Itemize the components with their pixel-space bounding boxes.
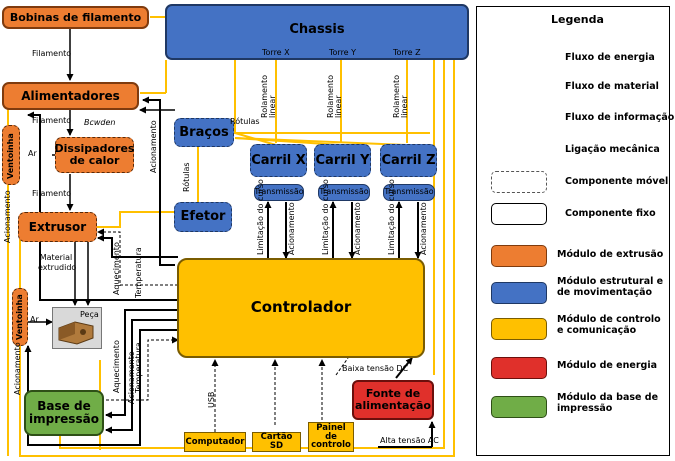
label-rolamento-y: Rolamento linear [326,74,343,118]
label-acionamento-vent2: Acionamento [13,342,22,395]
label-limitacao-x: Limitação do curso [256,179,265,255]
node-transmissao-x-label: Transmissão [254,187,304,197]
node-controlador [177,258,425,358]
node-chassis-label: Chassis [289,22,345,37]
label-aquecimento-1: Aquecimento [112,242,121,295]
legend-title: Legenda [551,13,604,26]
node-dissipadores [55,137,134,173]
node-painel [308,422,354,452]
node-peca-label: Peça [80,310,99,319]
label-ar-2: Ar [30,315,39,324]
node-computador [184,432,246,452]
label-limitacao-y: Limitação do curso [321,179,330,255]
legend-label-5: Componente fixo [565,208,656,219]
node-base [24,390,104,436]
label-limitacao-z: Limitação do curso [387,179,396,255]
node-cartao-label: Cartão SD [260,432,293,451]
label-acionamento-z: Acionamento [419,202,428,255]
legend-label-8: Módulo de controlo e comunicação [557,314,661,336]
legend-label-7: Módulo estrutural e de movimentação [557,276,664,298]
label-rolamento-x: Rolamento linear [260,74,277,118]
label-baixa-tensao: Baixa tensão DC [342,364,409,373]
legend-swatch-controlo [491,318,547,340]
node-dissipadores-label: Dissipadores de calor [54,142,135,167]
legend-label-3: Ligação mecânica [565,144,660,155]
legend-label-6: Módulo de extrusão [557,249,664,260]
label-material-extrudido: Material extrudido [38,253,77,272]
node-efetor-label: Efetor [180,209,226,225]
legend-label-2: Fluxo de informação [565,112,675,123]
node-alimentadores [2,82,139,110]
node-peca [52,307,102,349]
node-chassis [165,4,469,60]
node-carril-y [314,144,371,177]
node-computador-label: Computador [185,436,245,447]
label-torre-z: Torre Z [393,48,421,57]
node-base-label: Base de impressão [29,399,99,426]
label-torre-y: Torre Y [329,48,357,57]
node-transmissao-z-label: Transmissão [384,187,434,197]
node-carril-x [250,144,307,177]
node-bobinas [2,6,149,29]
label-acionamento-y: Acionamento [353,202,362,255]
label-acionamento-base: Acionamento [127,351,136,404]
node-fonte [352,380,434,420]
legend-swatch-fixo [491,203,547,225]
legend-label-10: Módulo da base de impressão [557,392,659,414]
label-torre-x: Torre X [262,48,290,57]
label-rotulas-2: Rótulas [182,162,191,192]
legend-swatch-movel [491,171,547,193]
node-ventoinha-2-label: Ventoinha [15,294,24,340]
label-bcwden: Bcwden [84,118,116,127]
label-filamento-1: Filamento [32,49,72,58]
node-efetor [174,202,232,232]
label-ar-1: Ar [28,149,37,158]
node-bracos-label: Braços [179,124,229,140]
label-temperatura-2: Temperatura [134,342,143,393]
legend-swatch-estrutural [491,282,547,304]
node-cartao [252,432,301,452]
node-alimentadores-label: Alimentadores [21,88,120,103]
node-carril-x-label: Carril X [251,152,306,168]
node-controlador-label: Controlador [250,298,352,317]
node-carril-y-label: Carril Y [315,152,370,168]
label-rolamento-z: Rolamento linear [392,74,409,118]
label-filamento-2: Filamento [32,116,72,125]
node-fonte-label: Fonte de alimentação [355,387,431,412]
legend-swatch-extrusao [491,245,547,267]
node-ventoinha-2 [12,288,28,346]
legend-swatch-base [491,396,547,418]
legend-swatch-energia [491,357,547,379]
node-carril-z-label: Carril Z [381,152,436,168]
node-carril-z [380,144,437,177]
label-alta-tensao: Alta tensão AC [380,436,439,445]
label-usb: USB [207,391,216,408]
legend-label-9: Módulo de energia [557,360,657,371]
label-acionamento-alim: Acionamento [149,120,158,173]
legend-label-4: Componente móvel [565,176,669,187]
node-transmissao-y-label: Transmissão [319,187,369,197]
node-extrusor [18,212,97,242]
node-painel-label: Painel de controlo [311,422,351,451]
legend-label-0: Fluxo de energia [565,52,655,63]
node-bracos [174,118,234,147]
node-ventoinha-1 [2,125,20,185]
label-temperatura-1: Temperatura [134,247,143,298]
label-aquecimento-2: Aquecimento [112,340,121,393]
legend [476,6,675,456]
label-acionamento-x: Acionamento [287,202,296,255]
node-ventoinha-1-label: Ventoinha [6,133,15,179]
legend-label-1: Fluxo de material [565,81,659,92]
node-extrusor-label: Extrusor [28,219,87,234]
label-acionamento-vent1: Acionamento [3,190,12,243]
label-rotulas-1: Rótulas [230,117,260,126]
label-filamento-3: Filamento [32,189,72,198]
node-bobinas-label: Bobinas de filamento [9,10,142,24]
